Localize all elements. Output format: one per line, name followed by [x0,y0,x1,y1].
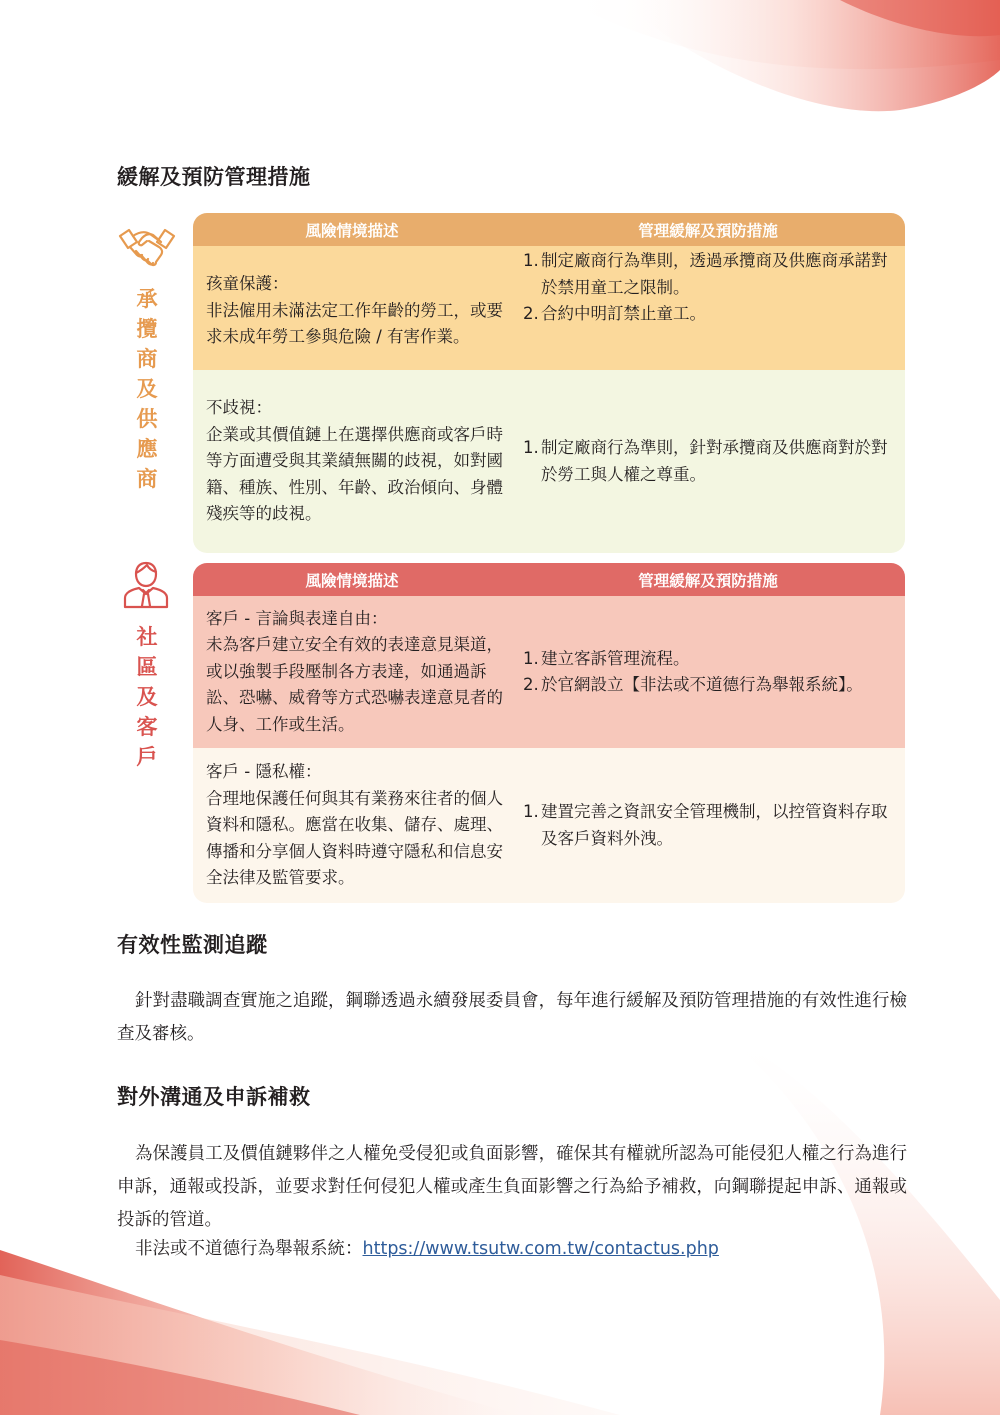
reporting-system-label: 非法或不道德行為舉報系統： [135,1239,363,1259]
measures-list [523,799,897,852]
measure-number: 1. [523,251,539,271]
risk-cell [193,395,511,528]
label-char: 客 [136,715,158,739]
risk-title: 客戶 - 言論與表達自由： [206,608,388,628]
table-row [193,370,905,553]
label-char: 及 [136,377,158,401]
table-row [193,748,905,903]
label-char: 商 [136,467,158,491]
community-risk-table [193,563,905,903]
monitoring-paragraph: 針對盡職調查實施之追蹤，鋼聯透過永續發展委員會，每年進行緩解及預防管理措施的有效性進行檢查及審核。 [117,991,907,1044]
community-vertical-label [117,622,177,772]
measure-item [523,799,897,852]
risk-description: 企業或其價值鏈上在選擇供應商或客戶時等方面遭受與其業績無關的歧視，如對國籍、種族、性別、年齡、政治傾向、身體殘疾等的歧視。 [206,424,503,524]
suppliers-risk-table [193,213,905,553]
label-char: 攬 [136,317,158,341]
risk-description: 非法僱用未滿法定工作年齡的勞工，或要求未成年勞工參與危險 / 有害作業。 [206,300,503,347]
measure-item [523,301,897,328]
measure-text: 制定廠商行為準則，針對承攬商及供應商對於對於勞工與人權之尊重。 [541,438,888,484]
person-icon [122,560,170,610]
reporting-system-link[interactable]: https://www.tsutw.com.tw/contactus.php [362,1239,719,1259]
measures-list [523,248,897,328]
suppliers-vertical-label [117,284,177,494]
header-risk-description: 風險情境描述 [305,221,399,240]
measure-number: 2. [523,304,539,324]
handshake-icon [117,222,177,272]
measure-text: 建置完善之資訊安全管理機制，以控管資料存取及客戶資料外洩。 [541,802,888,848]
measure-item [523,672,897,699]
risk-description: 未為客戶建立安全有效的表達意見渠道，或以強製手段壓制各方表達，如通過訴訟、恐嚇、威脅等方式恐嚇表達意見者的人身、工作或生活。 [206,635,503,734]
risk-title: 孩童保護： [206,274,289,294]
measures-cell [511,435,905,488]
label-char: 區 [136,655,158,679]
table-header [193,563,905,596]
table-row [193,596,905,748]
measure-number: 1. [523,438,539,457]
measures-cell [511,799,905,852]
measure-item [523,646,897,673]
measure-number: 1. [523,648,539,668]
measure-item [523,248,897,301]
section-title-communication: 對外溝通及申訴補救 [117,1085,311,1109]
measure-text: 制定廠商行為準則，透過承攬商及供應商承諾對於禁用童工之限制。 [541,251,888,297]
label-char: 戶 [136,745,158,769]
measures-list [523,435,897,488]
label-char: 社 [136,625,158,649]
header-mitigation-measures: 管理緩解及預防措施 [638,571,778,590]
label-char: 應 [136,437,158,461]
risk-cell [193,265,511,351]
measure-number: 1. [523,802,539,821]
risk-cell [193,759,511,892]
measures-cell [511,248,905,328]
header-risk-description: 風險情境描述 [305,571,399,590]
measures-list [523,646,897,699]
section-title-mitigation: 緩解及預防管理措施 [117,165,311,189]
risk-title: 不歧視： [206,398,272,418]
reporting-system-line [135,1233,905,1266]
measures-cell [511,646,905,699]
header-mitigation-measures: 管理緩解及預防措施 [638,221,778,240]
measure-text: 合約中明訂禁止童工。 [541,304,706,324]
label-char: 及 [136,685,158,709]
label-char: 承 [136,287,158,311]
risk-title: 客戶 - 隱私權： [206,762,322,782]
label-char: 供 [136,407,158,431]
communication-paragraph: 為保護員工及價值鏈夥伴之人權免受侵犯或負面影響，確保其有權就所認為可能侵犯人權之行為進行申訴，通報或投訴，並要求對任何侵犯人權或產生負面影響之行為給予補救，向鋼聯提起申訴、通報或投訴的管道。 [117,1144,907,1230]
table-row [193,246,905,370]
table-header [193,213,905,246]
label-char: 商 [136,347,158,371]
measure-text: 於官網設立【非法或不道德行為舉報系統】。 [541,675,863,694]
risk-cell [193,606,511,739]
measure-text: 建立客訴管理流程。 [541,648,690,668]
risk-description: 合理地保護任何與其有業務來往者的個人資料和隱私。應當在收集、儲存、處理、傳播和分享個人資料時遵守隱私和信息安全法律及監管要求。 [206,788,503,888]
measure-number: 2. [523,675,539,694]
measure-item [523,435,897,488]
section-title-monitoring: 有效性監測追蹤 [117,933,268,957]
